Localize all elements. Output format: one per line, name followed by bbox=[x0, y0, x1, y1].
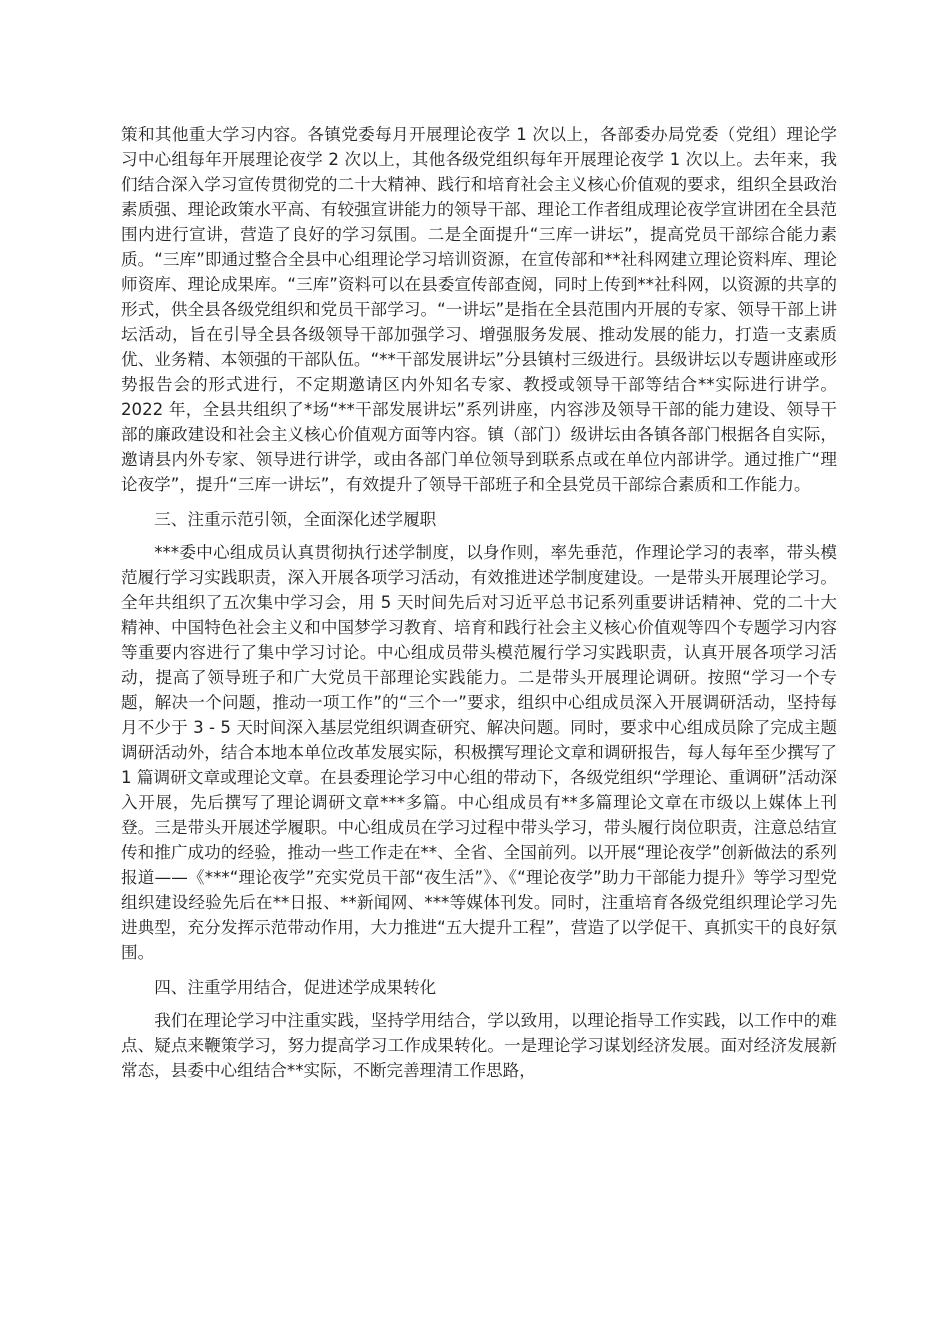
document-page bbox=[121, 122, 837, 1083]
section-heading-3: 三、注重示范引领，全面深化述学履职 bbox=[154, 510, 437, 529]
body-paragraph-1: 策和其他重大学习内容。各镇党委每月开展理论夜学 1 次以上，各部委办局党委（党组）理论学习中心组每年开展理论夜学 2 次以上，其他各级党组织每年开展理论夜学 1 次以上。去年来，我们结合深入学习宣传贯彻党的二十大精神、践行和培育社会主义核心价值观的要求，组织全县政治素质强、理论政策水平高、有较强宣讲能力的领导干部、理论工作者组成理论夜学宣讲团在全县范围内进行宣讲，营造了良好的学习氛围。二是全面提升“三库一讲坛”，提高党员干部综合能力素质。“三库”即通过整合全县中心组理论学习培训资源，在宣传部和**社科网建立理论资料库、理论师资库、理论成果库。“三库”资料可以在县委宣传部查阅，同时上传到**社科网，以资源的共享的形式，供全县各级党组织和党员干部学习。“一讲坛”是指在全县范围内开展的专家、领导干部上讲坛活动，旨在引导全县各级领导干部加强学习、增强服务发展、推动发展的能力，打造一支素质优、业务精、本领强的干部队伍。“**干部发展讲坛”分县镇村三级进行。县级讲坛以专题讲座或形势报告会的形式进行，不定期邀请区内外知名专家、教授或领导干部等结合**实际进行讲学。2022 年，全县共组织了*场“**干部发展讲坛”系列讲座，内容涉及领导干部的能力建设、领导干部的廉政建设和社会主义核心价值观方面等内容。镇（部门）级讲坛由各镇各部门根据各自实际，邀请县内外专家、领导进行讲学，或由各部门单位领导到联系点或在单位内部讲学。通过推广“理论夜学”，提升“三库一讲坛”，有效提升了领导干部班子和全县党员干部综合素质和工作能力。 bbox=[121, 125, 837, 494]
body-paragraph-3: 我们在理论学习中注重实践，坚持学用结合，学以致用，以理论指导工作实践，以工作中的难点、疑点来鞭策学习，努力提高学习工作成果转化。一是理论学习谋划经济发展。面对经济发展新常态，县委中心组结合**实际，不断完善理清工作思路， bbox=[121, 1011, 837, 1080]
body-paragraph-2: ***委中心组成员认真贯彻执行述学制度，以身作则，率先垂范，作理论学习的表率，带头模范履行学习实践职责，深入开展各项学习活动，有效推进述学制度建设。一是带头开展理论学习。全年共组织了五次集中学习会，用 5 天时间先后对习近平总书记系列重要讲话精神、党的二十大精神、中国特色社会主义和中国梦学习教育、培育和践行社会主义核心价值观等四个专题学习内容等重要内容进行了集中学习讨论。中心组成员带头模范履行学习实践职责，认真开展各项学习活动，提高了领导班子和广大党员干部理论实践能力。二是带头开展理论调研。按照“学习一个专题，解决一个问题，推动一项工作”的“三个一”要求，组织中心组成员深入开展调研活动，坚持每月不少于 3 - 5 天时间深入基层党组织调查研究、解决问题。同时，要求中心组成员除了完成主题调研活动外，结合本地本单位改革发展实际，积极撰写理论文章和调研报告，每人每年至少撰写了 1 篇调研文章或理论文章。在县委理论学习中心组的带动下，各级党组织“学理论、重调研”活动深入开展，先后撰写了理论调研文章***多篇。中心组成员有**多篇理论文章在市级以上媒体上刊登。三是带头开展述学履职。中心组成员在学习过程中带头学习，带头履行岗位职责，注意总结宣传和推广成功的经验，推动一些工作走在**、全省、全国前列。以开展“理论夜学”创新做法的系列报道——《***“理论夜学”充实党员干部“夜生活”》、《“理论夜学”助力干部能力提升》等学习型党组织建设经验先后在**日报、**新闻网、***等媒体刊发。同时，注重培育各级党组织理论学习先进典型，充分发挥示范带动作用，大力推进“五大提升工程”，营造了以学促干、真抓实干的良好氛围。 bbox=[121, 543, 837, 962]
section-heading-4: 四、注重学用结合，促进述学成果转化 bbox=[154, 978, 437, 997]
